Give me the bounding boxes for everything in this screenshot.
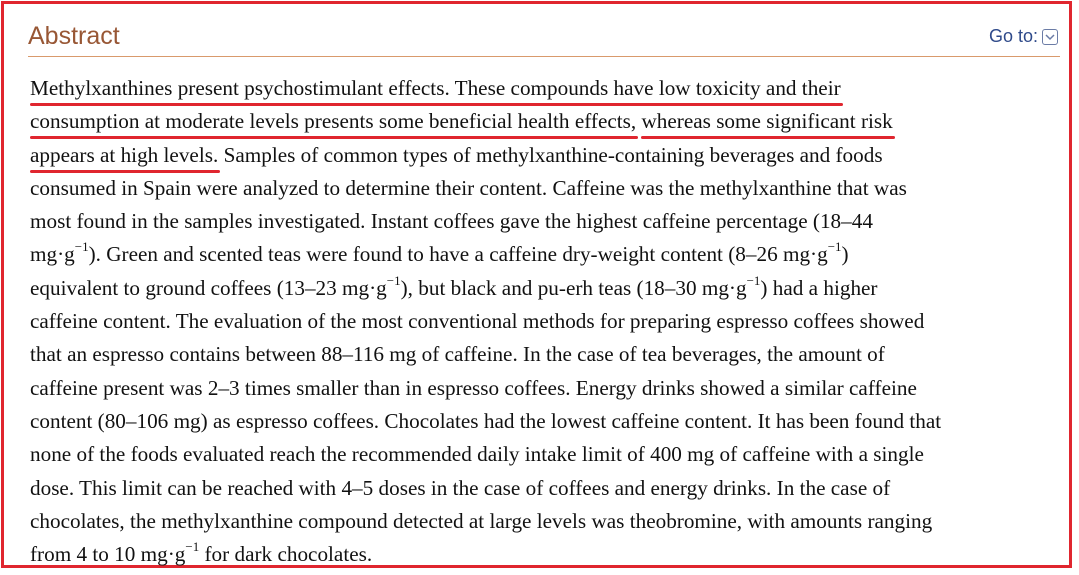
highlight-underline: whereas some significant risk	[641, 109, 893, 134]
highlight-underline: Methylxanthines present psychostimulant effects. These compounds have low toxicity and their	[30, 76, 841, 100]
abstract-line: from 4 to 10 $mg\cdot g^{-1}$ for dark chocolates.	[30, 539, 373, 567]
highlight-underline: consumption at moderate levels presents some beneficial health effects,	[30, 109, 637, 134]
abstract-line: appears at high levels. Samples of common types of methylxanthine-containing beverages and foods	[30, 142, 883, 167]
abstract-line: equivalent to ground coffees (13–23 $mg\cdot g^{-1}$), but black and pu-erh teas (18–30 $mg\cdot g^{-1}$) had a higher	[30, 272, 878, 300]
abstract-line: caffeine present was 2–3 times smaller than in espresso coffees. Energy drinks showed a similar caffeine	[30, 375, 917, 400]
abstract-line	[30, 72, 1060, 105]
abstract-line: chocolates, the methylxanthine compound detected at large levels was theobromine, with amounts ranging	[30, 508, 933, 533]
abstract-body	[30, 72, 1060, 571]
abstract-line: dose. This limit can be reached with 4–5 doses in the case of coffees and energy drinks. In the case of	[30, 475, 891, 500]
chevron-down-icon[interactable]	[1042, 29, 1058, 45]
abstract-line: content (80–106 mg) as espresso coffees. Chocolates had the lowest caffeine content. It has been found that	[30, 408, 942, 433]
abstract-line: consumed in Spain were analyzed to determine their content. Caffeine was the methylxanthine that was	[30, 175, 907, 200]
abstract-line: $mg\cdot g^{-1}$). Green and scented teas were found to have a caffeine dry-weight content (8–26 $mg\cdot g^{-1}$)	[30, 239, 849, 267]
abstract-line: most found in the samples investigated. Instant coffees gave the highest caffeine percentage (18–44	[30, 209, 873, 234]
goto-menu[interactable]	[989, 24, 1058, 48]
section-title: Abstract	[28, 22, 120, 50]
header-divider	[28, 56, 1060, 57]
abstract-header	[28, 20, 1058, 54]
abstract-line: caffeine content. The evaluation of the most conventional methods for preparing espresso coffees showed	[30, 309, 925, 334]
abstract-line: none of the foods evaluated reach the recommended daily intake limit of 400 mg of caffeine with a single	[30, 442, 924, 467]
abstract-line	[30, 105, 1060, 138]
abstract-line: that an espresso contains between 88–116 mg of caffeine. In the case of tea beverages, the amount of	[30, 342, 885, 367]
goto-label[interactable]: Go to:	[988, 26, 1038, 46]
highlight-underline: appears at high levels.	[30, 142, 219, 167]
